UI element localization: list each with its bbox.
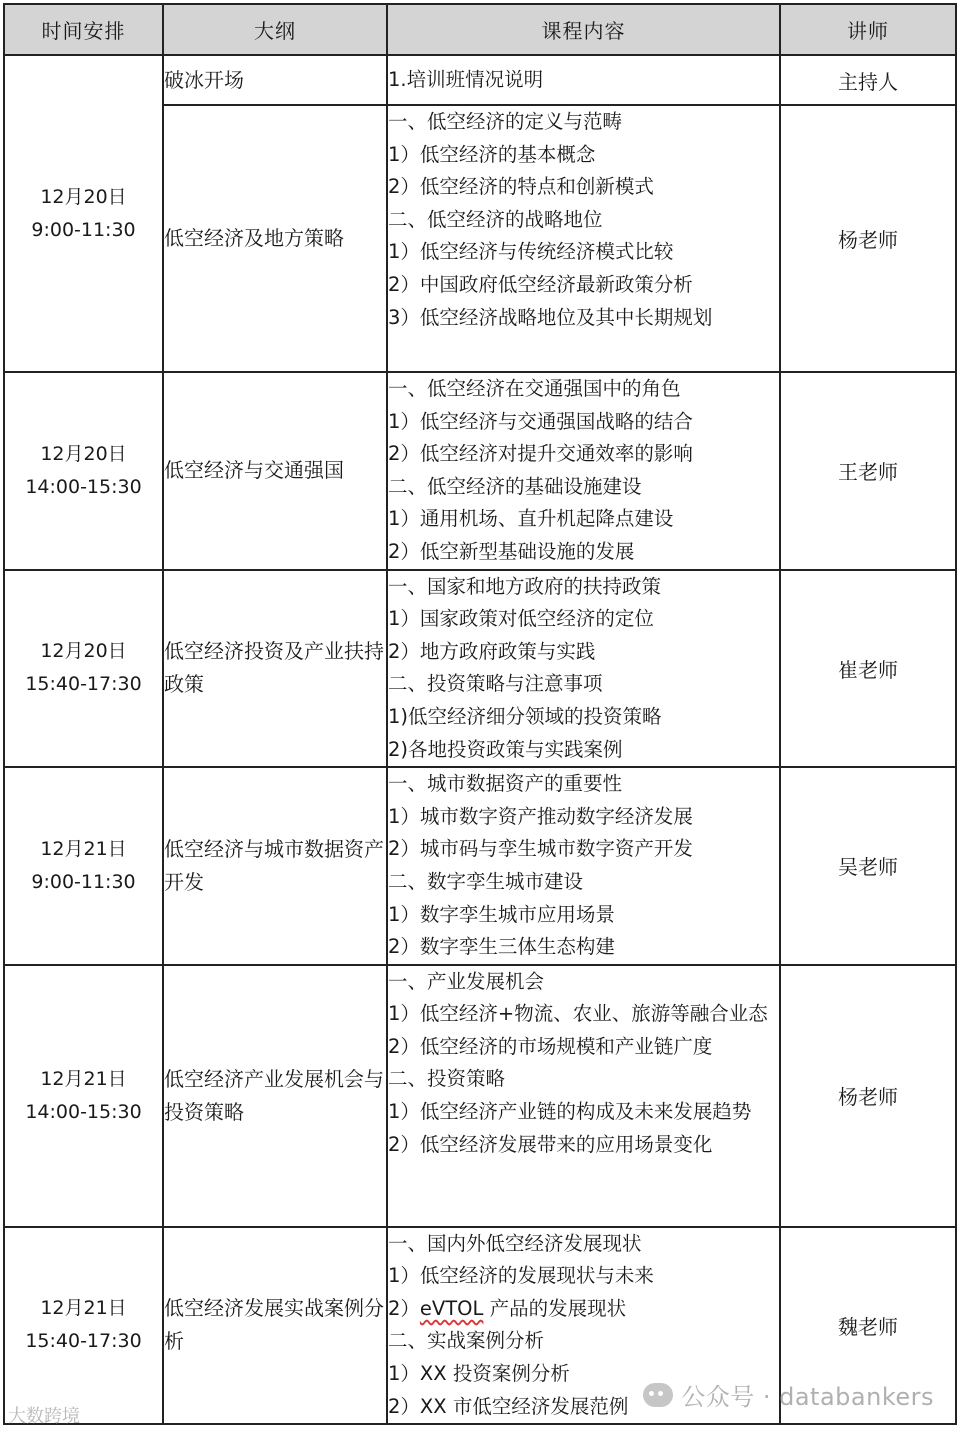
- header-lecturer: 讲师: [780, 4, 956, 55]
- time-cell: [4, 1227, 163, 1425]
- content-item: 一、产业发展机会: [388, 969, 545, 993]
- content-item: 3）低空经济战略地位及其中长期规划: [388, 305, 713, 329]
- spellcheck-underline: eVTOL: [419, 1296, 484, 1320]
- table-row: [4, 55, 956, 105]
- session-time: 14:00-15:30: [25, 475, 142, 498]
- content-cell: [387, 965, 780, 1227]
- outline-cell: 低空经济与城市数据资产开发: [163, 767, 387, 965]
- session-time: 9:00-11:30: [31, 218, 136, 241]
- content-cell: [387, 570, 780, 768]
- header-time: 时间安排: [4, 4, 163, 55]
- header-content: 课程内容: [387, 4, 780, 55]
- content-item: 1）低空经济产业链的构成及未来发展趋势: [388, 1100, 752, 1124]
- content-item: 二、投资策略与注意事项: [388, 672, 603, 696]
- table-row: [4, 372, 956, 570]
- session-date: 12月21日: [40, 1067, 127, 1090]
- content-item: 1）低空经济的发展现状与未来: [388, 1264, 654, 1288]
- time-cell: [4, 55, 163, 372]
- time-cell: [4, 570, 163, 768]
- content-item: 二、数字孪生城市建设: [388, 869, 584, 893]
- session-date: 12月20日: [40, 442, 127, 465]
- outline-cell: 低空经济投资及产业扶持政策: [163, 570, 387, 768]
- content-item: 二、实战案例分析: [388, 1329, 545, 1353]
- outline-cell: 低空经济产业发展机会与投资策略: [163, 965, 387, 1227]
- content-item: 二、投资策略: [388, 1067, 506, 1091]
- session-date: 12月20日: [40, 640, 127, 663]
- header-outline: 大纲: [163, 4, 387, 55]
- outline-cell: 破冰开场: [163, 55, 387, 105]
- content-item: 1）国家政策对低空经济的定位: [388, 607, 654, 631]
- outline-cell: 低空经济与交通强国: [163, 372, 387, 570]
- header-row: [4, 4, 956, 55]
- lecturer-cell: 王老师: [780, 372, 956, 570]
- content-item: 一、低空经济在交通强国中的角色: [388, 377, 681, 400]
- schedule-frame: [3, 3, 957, 1425]
- content-item: 1）城市数字资产推动数字经济发展: [388, 804, 693, 828]
- content-cell: [387, 372, 780, 570]
- content-item: 1）通用机场、直升机起降点建设: [388, 507, 674, 531]
- content-item: 2)各地投资政策与实践案例: [388, 737, 623, 761]
- outline-cell: 低空经济发展实战案例分析: [163, 1227, 387, 1425]
- content-item: 一、低空经济的定义与范畴: [388, 110, 623, 133]
- lecturer-cell: 主持人: [780, 55, 956, 105]
- wechat-watermark: [643, 1377, 934, 1412]
- content-item: 一、国家和地方政府的扶持政策: [388, 574, 662, 598]
- table-row: [4, 570, 956, 768]
- time-cell: [4, 965, 163, 1227]
- session-time: 15:40-17:30: [25, 1330, 142, 1353]
- lecturer-cell: 杨老师: [780, 105, 956, 372]
- content-item: 2）低空新型基础设施的发展: [388, 539, 635, 563]
- content-cell: [387, 105, 780, 372]
- content-item: 1)低空经济细分领域的投资策略: [388, 704, 662, 728]
- content-item: 2）XX 市低空经济发展范例: [388, 1394, 629, 1418]
- time-cell: [4, 767, 163, 965]
- content-item: 2）低空经济的特点和创新模式: [388, 175, 654, 199]
- content-item: 2）低空经济发展带来的应用场景变化: [388, 1132, 713, 1156]
- content-item: 二、低空经济的战略地位: [388, 207, 603, 231]
- lecturer-cell: 魏老师: [780, 1227, 956, 1425]
- content-item: 1）数字孪生城市应用场景: [388, 902, 615, 926]
- content-item: 一、国内外低空经济发展现状: [388, 1231, 642, 1255]
- content-item: 2）低空经济对提升交通效率的影响: [388, 442, 693, 466]
- table-row: [4, 965, 956, 1227]
- session-date: 12月21日: [40, 1297, 127, 1320]
- content-item: 2）中国政府低空经济最新政策分析: [388, 272, 693, 296]
- content-item: 1.培训班情况说明: [388, 67, 544, 91]
- session-date: 12月21日: [40, 837, 127, 860]
- outline-cell: 低空经济及地方策略: [163, 105, 387, 372]
- content-item: 1）低空经济与传统经济模式比较: [388, 240, 674, 264]
- session-time: 15:40-17:30: [25, 673, 142, 696]
- content-item: 1）XX 投资案例分析: [388, 1362, 570, 1386]
- content-item: 2）低空经济的市场规模和产业链广度: [388, 1034, 713, 1058]
- lecturer-cell: 吴老师: [780, 767, 956, 965]
- table-row: [4, 767, 956, 965]
- content-item: 一、城市数据资产的重要性: [388, 772, 623, 796]
- corner-watermark: 大数跨境: [8, 1406, 80, 1427]
- lecturer-cell: 崔老师: [780, 570, 956, 768]
- content-item: 1）低空经济+物流、农业、旅游等融合业态: [388, 1002, 768, 1026]
- session-time: 14:00-15:30: [25, 1100, 142, 1123]
- content-item: 1）低空经济的基本概念: [388, 142, 596, 166]
- content-cell: [387, 55, 780, 105]
- content-item: 2）城市码与孪生城市数字资产开发: [388, 837, 693, 861]
- content-item: 2）eVTOL 产品的发展现状: [388, 1296, 627, 1320]
- session-time: 9:00-11:30: [31, 870, 136, 893]
- content-item: 2）地方政府政策与实践: [388, 639, 596, 663]
- time-cell: [4, 372, 163, 570]
- content-item: 2）数字孪生三体生态构建: [388, 935, 615, 959]
- session-date: 12月20日: [40, 185, 127, 208]
- watermark-text: 公众号 · databankers: [681, 1383, 934, 1411]
- lecturer-cell: 杨老师: [780, 965, 956, 1227]
- content-item: 1）低空经济与交通强国战略的结合: [388, 409, 693, 433]
- content-cell: [387, 767, 780, 965]
- course-schedule-table: [3, 3, 957, 1425]
- content-item: 二、低空经济的基础设施建设: [388, 474, 642, 498]
- wechat-icon: [643, 1383, 673, 1407]
